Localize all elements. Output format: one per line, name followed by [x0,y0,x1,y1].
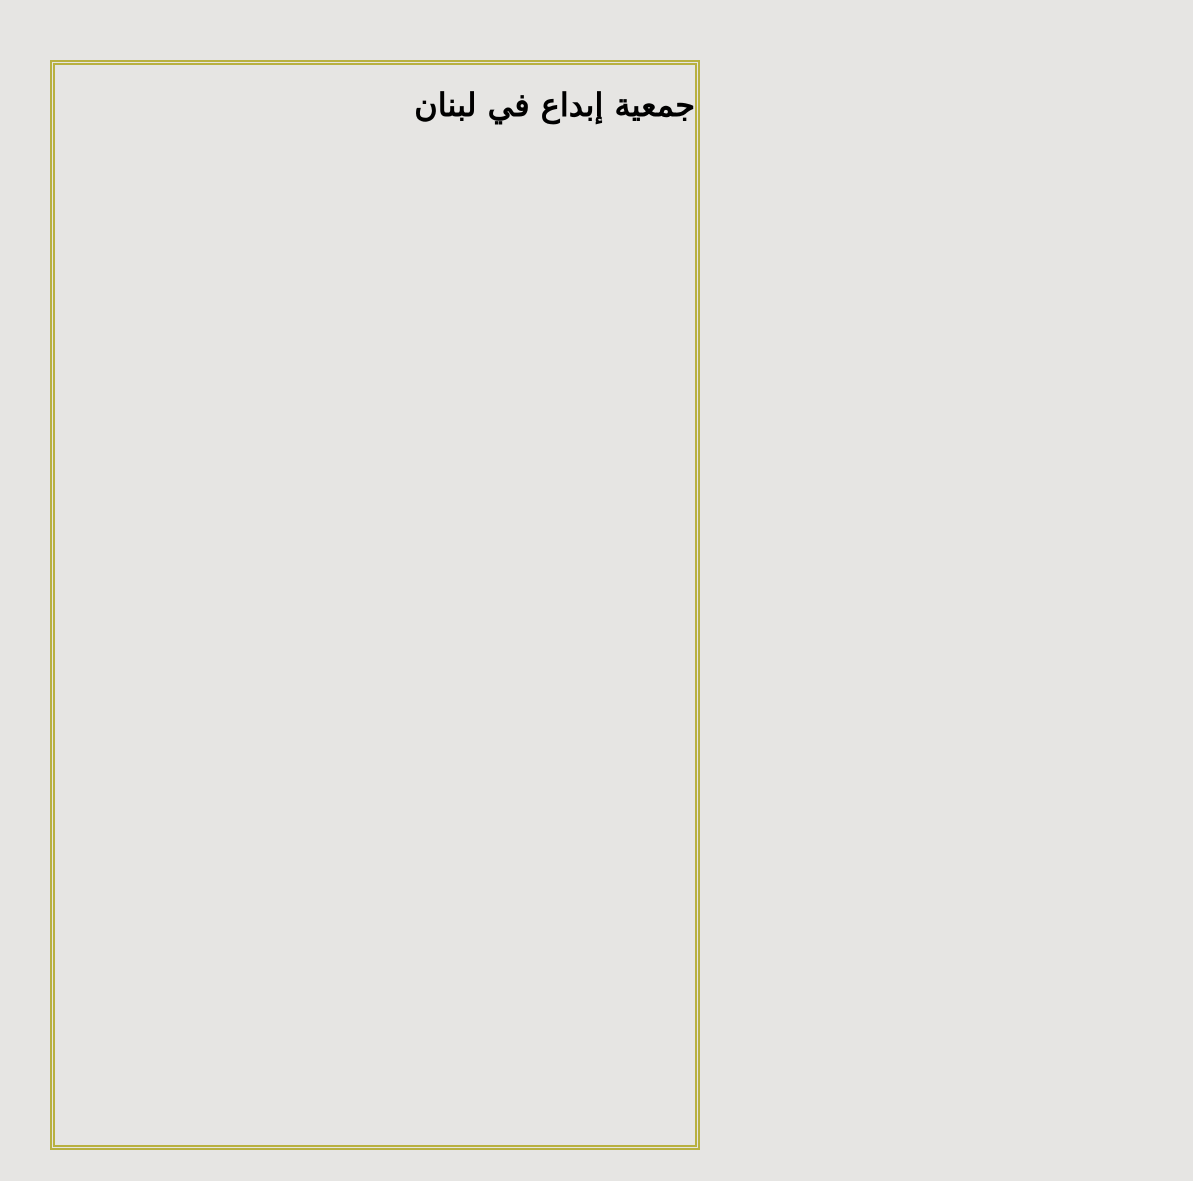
page-title: جمعية إبداع في لبنان [414,86,695,125]
poem-card [50,60,700,1150]
